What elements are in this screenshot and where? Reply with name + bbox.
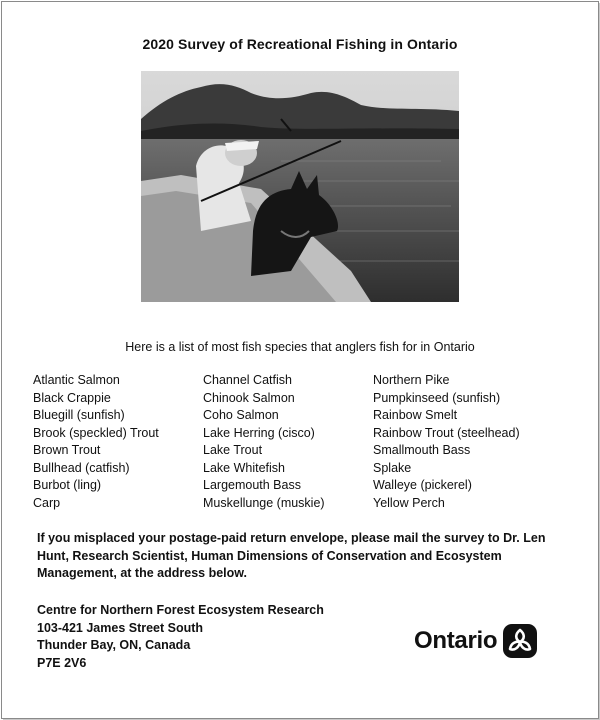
species-item: Carp bbox=[33, 495, 61, 510]
species-item: Bullhead (catfish) bbox=[33, 460, 130, 475]
species-item: Smallmouth Bass bbox=[373, 443, 471, 457]
address-line: P7E 2V6 bbox=[37, 655, 87, 670]
address-line: Thunder Bay, ON, Canada bbox=[37, 638, 191, 652]
return-envelope-note: If you misplaced your postage-paid return envelope, please mail the survey to Dr. Len Hunt, Research Scientist, Human Dimensions of Conservation and Ecosystem Management, at the address below. bbox=[37, 531, 546, 580]
species-item: Northern Pike bbox=[373, 373, 450, 387]
species-item: Chinook Salmon bbox=[203, 390, 295, 405]
logo-wordmark: Ontario bbox=[414, 627, 498, 654]
species-item: Atlantic Salmon bbox=[33, 373, 120, 387]
species-intro: Here is a list of most fish species that anglers fish for in Ontario bbox=[125, 340, 475, 354]
species-item: Lake Herring (cisco) bbox=[203, 425, 315, 440]
species-item: Burbot (ling) bbox=[33, 478, 102, 492]
page-title: 2020 Survey of Recreational Fishing in Ontario bbox=[142, 36, 458, 52]
mailing-address bbox=[37, 602, 324, 672]
species-item: Brown Trout bbox=[33, 443, 101, 457]
species-item: Black Crappie bbox=[33, 390, 111, 405]
species-column-3 bbox=[373, 372, 520, 512]
species-item: Pumpkinseed (sunfish) bbox=[373, 390, 501, 405]
species-item: Muskellunge (muskie) bbox=[203, 495, 325, 510]
species-item: Channel Catfish bbox=[203, 373, 292, 387]
species-item: Yellow Perch bbox=[373, 495, 445, 510]
species-item: Largemouth Bass bbox=[203, 478, 301, 492]
species-item: Lake Trout bbox=[203, 443, 263, 457]
species-column-2 bbox=[203, 372, 325, 512]
fishing-photo bbox=[141, 71, 459, 302]
ontario-logo bbox=[414, 624, 537, 658]
species-column-1 bbox=[33, 372, 159, 512]
address-line: 103-421 James Street South bbox=[37, 620, 204, 635]
species-item: Coho Salmon bbox=[203, 408, 279, 422]
species-item: Brook (speckled) Trout bbox=[33, 425, 159, 440]
species-item: Rainbow Smelt bbox=[373, 408, 458, 422]
trillium-icon bbox=[503, 624, 537, 658]
species-item: Lake Whitefish bbox=[203, 460, 285, 475]
species-item: Bluegill (sunfish) bbox=[33, 408, 125, 422]
species-item: Splake bbox=[373, 460, 412, 475]
address-line: Centre for Northern Forest Ecosystem Research bbox=[37, 603, 324, 617]
species-item: Rainbow Trout (steelhead) bbox=[373, 425, 520, 440]
species-item: Walleye (pickerel) bbox=[373, 478, 472, 492]
